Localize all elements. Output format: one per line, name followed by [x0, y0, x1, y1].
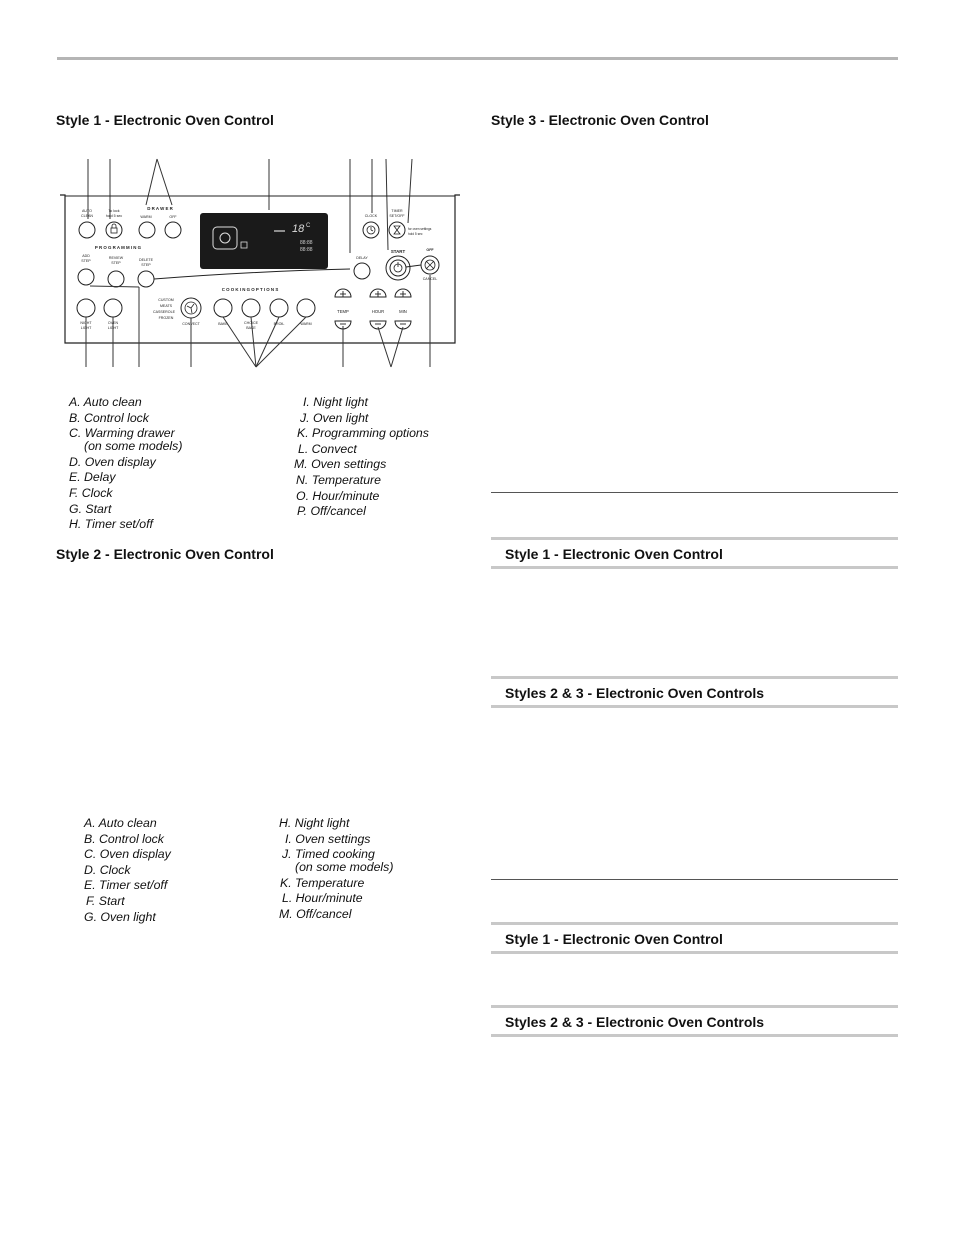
svg-text:TIMER: TIMER [391, 209, 403, 213]
legend-item: I. Night light [303, 395, 368, 409]
legend-item: A. Auto clean [69, 395, 142, 409]
style2-legend-right [279, 816, 393, 923]
svg-text:88:88: 88:88 [300, 240, 313, 246]
legend-item: C. Warming drawer [69, 426, 175, 441]
legend-item: K. Programming options [297, 426, 429, 441]
legend-item: B. Control lock [84, 831, 164, 846]
section-band: Style 1 - Electronic Oven Control [491, 922, 898, 954]
warm-button [139, 222, 155, 238]
svg-text:DELAY: DELAY [356, 256, 368, 260]
svg-text:CLEAN: CLEAN [81, 214, 93, 218]
night-light-button [77, 299, 95, 317]
top-rule [57, 57, 898, 60]
style1-heading: Style 1 - Electronic Oven Control [56, 112, 274, 128]
broil-button [270, 299, 288, 317]
legend-item: F. Start [86, 893, 125, 908]
legend-item: D. Oven display [69, 454, 156, 469]
display-temp: 18 [292, 223, 305, 235]
legend-item: L. Hour/minute [282, 891, 363, 906]
legend-item: I. Oven settings [285, 831, 371, 846]
legend-item: N. Temperature [296, 472, 381, 487]
svg-text:CLOCK: CLOCK [364, 214, 378, 218]
legend-item: H. Timer set/off [69, 517, 153, 532]
svg-text:NIGHT: NIGHT [80, 321, 92, 325]
legend-item: E. Delay [69, 470, 116, 485]
legend-item: J. Oven light [300, 410, 369, 425]
legend-item: G. Oven light [84, 909, 156, 924]
svg-text:hold 5 sec: hold 5 sec [105, 214, 123, 218]
svg-text:BAKE: BAKE [246, 326, 256, 330]
style2-heading: Style 2 - Electronic Oven Control [56, 546, 274, 562]
legend-item: (on some models) [295, 860, 394, 875]
legend-item: K. Temperature [280, 875, 365, 890]
svg-text:LIGHT: LIGHT [107, 326, 119, 330]
svg-text:STEP: STEP [141, 263, 151, 267]
legend-item: M. Off/cancel [279, 906, 352, 921]
svg-text:STEP: STEP [81, 259, 91, 263]
style3-heading: Style 3 - Electronic Oven Control [491, 112, 709, 128]
svg-text:P R O G R A M M I N G: P R O G R A M M I N G [94, 245, 142, 250]
svg-text:LIGHT: LIGHT [80, 326, 92, 330]
bake-button [214, 299, 232, 317]
svg-text:BROIL: BROIL [273, 322, 285, 326]
svg-text:CASSEROLE: CASSEROLE [153, 310, 175, 314]
section-band: Styles 2 & 3 - Electronic Oven Controls [491, 1005, 898, 1037]
style1-legend-right [294, 395, 429, 520]
legend-item: A. Auto clean [84, 816, 157, 830]
svg-text:DELETE: DELETE [139, 258, 153, 262]
legend-item: B. Control lock [69, 410, 149, 425]
svg-text:hold 5 sec: hold 5 sec [408, 232, 423, 236]
legend-item: P. Off/cancel [297, 504, 366, 519]
svg-text:C: C [306, 223, 311, 229]
svg-text:CHOICE: CHOICE [244, 321, 258, 325]
legend-item: J. Timed cooking [282, 847, 375, 862]
legend-item: M. Oven settings [294, 457, 387, 472]
warm-option-button [297, 299, 315, 317]
svg-text:CANCEL: CANCEL [422, 277, 438, 281]
style1-legend-left [69, 395, 182, 533]
legend-item: C. Oven display [84, 847, 171, 862]
svg-text:TEMP: TEMP [337, 309, 349, 314]
section-rule [491, 879, 898, 880]
legend-item: E. Timer set/off [84, 878, 168, 893]
svg-text:D R A W E R: D R A W E R [147, 206, 173, 211]
drawer-off-button [165, 222, 181, 238]
legend-item: F. Clock [69, 485, 113, 500]
svg-text:OVEN: OVEN [107, 321, 119, 325]
svg-text:AUTO: AUTO [82, 209, 92, 213]
svg-text:OFF: OFF [169, 215, 177, 219]
section-band: Styles 2 & 3 - Electronic Oven Controls [491, 676, 898, 708]
legend-item: H. Night light [279, 816, 350, 830]
svg-text:REVIEW: REVIEW [108, 256, 124, 260]
legend-item: D. Clock [84, 862, 131, 877]
delay-button [354, 263, 370, 279]
svg-text:C O O K I N G O P T I O N S: C O O K I N G O P T I O N S [221, 287, 279, 292]
delete-step-button [138, 271, 154, 287]
legend-item: (on some models) [84, 439, 183, 454]
svg-text:HOUR: HOUR [371, 309, 385, 314]
auto-clean-button [79, 222, 95, 238]
svg-text:To lock: To lock [108, 209, 120, 213]
choice-bake-button [242, 299, 260, 317]
legend-item: O. Hour/minute [296, 488, 380, 503]
legend-item: G. Start [69, 501, 112, 516]
svg-text:CUSTOM: CUSTOM [158, 298, 174, 302]
svg-text:STEP: STEP [111, 261, 121, 265]
review-step-button [108, 271, 124, 287]
svg-text:START: START [390, 249, 406, 254]
svg-text:88:88: 88:88 [300, 247, 313, 253]
section-band: Style 1 - Electronic Oven Control [491, 537, 898, 569]
section-rule [491, 492, 898, 493]
svg-text:MIN: MIN [399, 309, 407, 314]
svg-text:ADD: ADD [82, 254, 90, 258]
svg-text:SET/OFF: SET/OFF [389, 214, 405, 218]
add-step-button [78, 269, 94, 285]
style2-legend-left [84, 816, 171, 925]
style1-control-panel-diagram [60, 155, 460, 370]
svg-text:CONVECT: CONVECT [182, 322, 200, 326]
svg-text:FROZEN: FROZEN [158, 316, 174, 320]
svg-text:BAKE: BAKE [218, 322, 228, 326]
oven-light-button [104, 299, 122, 317]
svg-text:OFF: OFF [426, 248, 434, 252]
svg-text:WARM: WARM [300, 322, 312, 326]
svg-text:WARM: WARM [140, 215, 152, 219]
svg-text:for oven settings: for oven settings [408, 227, 432, 231]
legend-item: L. Convect [298, 441, 357, 456]
svg-text:MEATS: MEATS [159, 304, 173, 308]
